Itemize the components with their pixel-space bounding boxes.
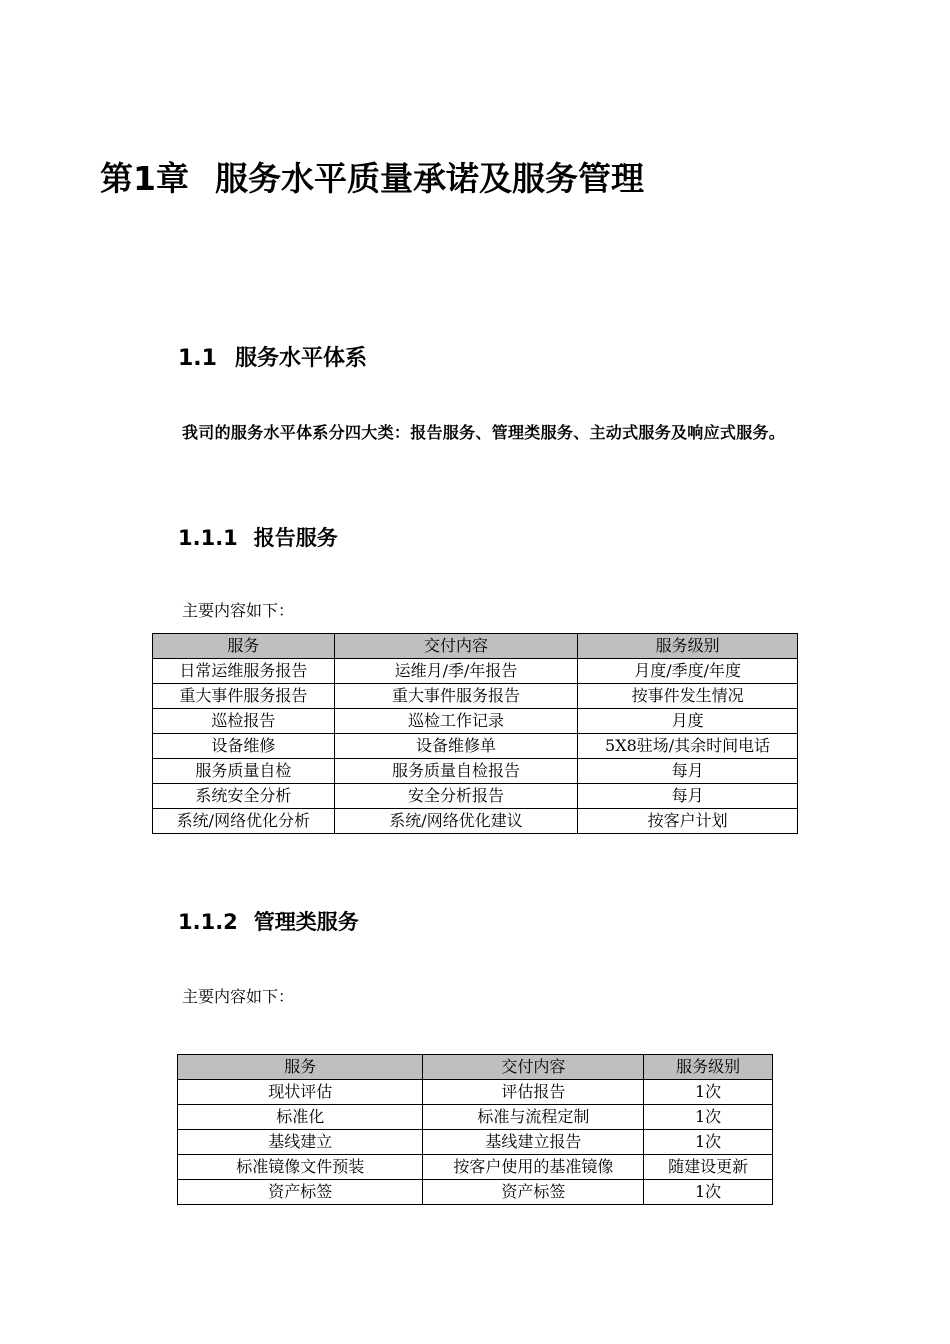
subsection-title: 管理类服务 [253, 910, 359, 934]
table-cell: 系统安全分析 [153, 784, 335, 809]
table-cell: 系统/网络优化建议 [334, 809, 577, 834]
table-cell: 日常运维服务报告 [153, 659, 335, 684]
header-cell: 服务 [178, 1055, 423, 1080]
table-cell: 评估报告 [423, 1080, 644, 1105]
section-number: 1.1 [178, 346, 217, 371]
table-cell: 安全分析报告 [334, 784, 577, 809]
table-row [178, 1155, 773, 1180]
section-title: 服务水平体系 [234, 346, 367, 371]
subsection-heading-report [178, 520, 338, 556]
header-cell: 交付内容 [334, 634, 577, 659]
table-row [178, 1105, 773, 1130]
subsection-heading-management [178, 904, 359, 940]
table-row [153, 684, 798, 709]
table-row [178, 1180, 773, 1205]
table-cell: 服务质量自检报告 [334, 759, 577, 784]
table-cell: 1次 [644, 1080, 773, 1105]
header-cell: 服务级别 [578, 634, 798, 659]
table-cell: 服务质量自检 [153, 759, 335, 784]
table-cell: 1次 [644, 1180, 773, 1205]
table-row [153, 659, 798, 684]
table-cell: 月度 [578, 709, 798, 734]
chapter-title: 服务水平质量承诺及服务管理 [214, 159, 644, 198]
table-cell: 按客户计划 [578, 809, 798, 834]
table-cell: 1次 [644, 1105, 773, 1130]
table-cell: 标准与流程定制 [423, 1105, 644, 1130]
table-cell: 按客户使用的基准镜像 [423, 1155, 644, 1180]
table-cell: 标准镜像文件预装 [178, 1155, 423, 1180]
table-row [153, 784, 798, 809]
table-row [178, 1130, 773, 1155]
subsection-number: 1.1.2 [178, 910, 238, 934]
chapter-number: 第1章 [100, 159, 189, 198]
header-cell: 交付内容 [423, 1055, 644, 1080]
table-cell: 5X8驻场/其余时间电话 [578, 734, 798, 759]
table-cell: 资产标签 [423, 1180, 644, 1205]
table-intro-report: 主要内容如下： [182, 601, 295, 620]
table-row [153, 734, 798, 759]
table-cell: 运维月/季/年报告 [334, 659, 577, 684]
table-cell: 设备维修单 [334, 734, 577, 759]
table-row [178, 1080, 773, 1105]
table-cell: 设备维修 [153, 734, 335, 759]
management-services-table [177, 1054, 773, 1205]
subsection-title: 报告服务 [253, 526, 338, 550]
table-cell: 1次 [644, 1130, 773, 1155]
section-heading [178, 340, 367, 378]
table-header-row [178, 1055, 773, 1080]
table-cell: 基线建立 [178, 1130, 423, 1155]
table-cell: 巡检报告 [153, 709, 335, 734]
header-cell: 服务 [153, 634, 335, 659]
table-cell: 现状评估 [178, 1080, 423, 1105]
table-cell: 月度/季度/年度 [578, 659, 798, 684]
table-row [153, 809, 798, 834]
table-cell: 标准化 [178, 1105, 423, 1130]
section-paragraph: 我司的服务水平体系分四大类：报告服务、管理类服务、主动式服务及响应式服务。 [182, 423, 786, 442]
header-cell: 服务级别 [644, 1055, 773, 1080]
table-cell: 每月 [578, 759, 798, 784]
table-cell: 资产标签 [178, 1180, 423, 1205]
table-cell: 按事件发生情况 [578, 684, 798, 709]
table-cell: 随建设更新 [644, 1155, 773, 1180]
table-intro-management: 主要内容如下： [182, 987, 295, 1006]
table-cell: 巡检工作记录 [334, 709, 577, 734]
table-row [153, 709, 798, 734]
subsection-number: 1.1.1 [178, 526, 238, 550]
table-row [153, 759, 798, 784]
table-cell: 重大事件服务报告 [334, 684, 577, 709]
table-cell: 重大事件服务报告 [153, 684, 335, 709]
table-cell: 每月 [578, 784, 798, 809]
table-cell: 系统/网络优化分析 [153, 809, 335, 834]
chapter-heading [100, 152, 644, 206]
table-header-row [153, 634, 798, 659]
table-cell: 基线建立报告 [423, 1130, 644, 1155]
report-services-table [152, 633, 798, 834]
